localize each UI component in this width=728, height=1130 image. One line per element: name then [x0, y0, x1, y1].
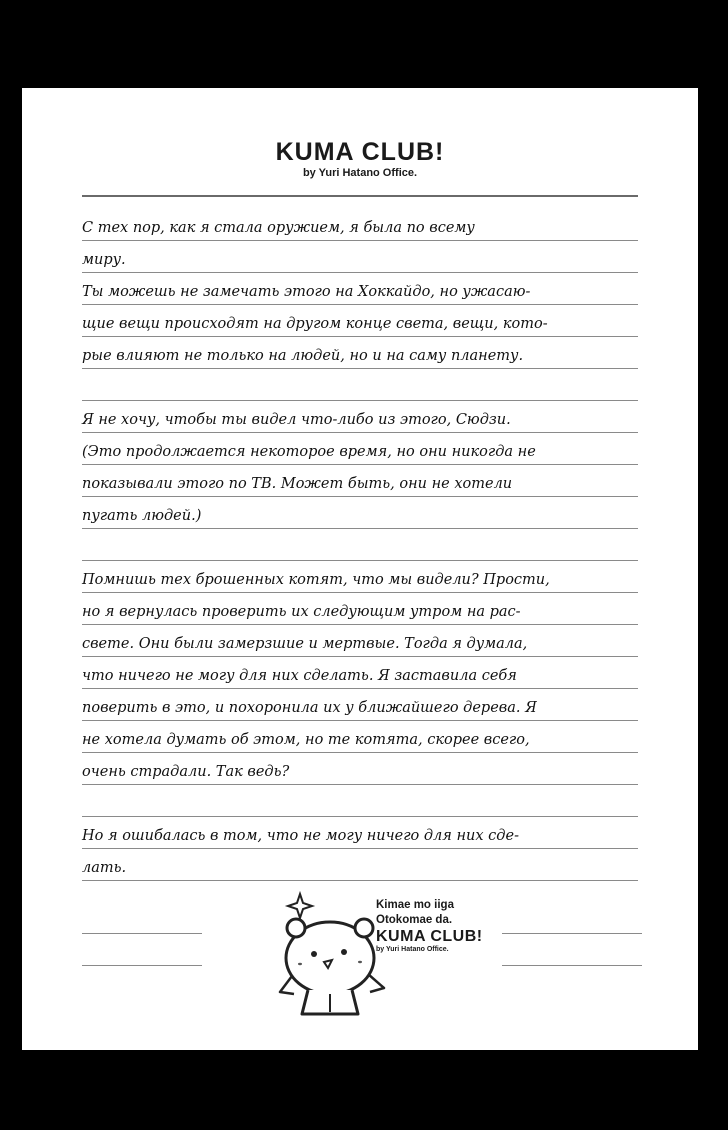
letter-line: показывали этого по ТВ. Может быть, они не хотели: [82, 476, 513, 492]
ruled-line: [82, 784, 638, 785]
letter-line: щие вещи происходят на другом конце света, вещи, кото-: [82, 316, 548, 332]
ruled-line: [82, 368, 638, 369]
letter-line: Помнишь тех брошенных котят, что мы видели? Прости,: [82, 572, 550, 588]
ruled-line: [82, 720, 638, 721]
short-rule-left: [82, 933, 202, 934]
ruled-line: [82, 336, 638, 337]
logo-title: KUMA CLUB!: [376, 928, 483, 945]
letter-line: пугать людей.): [82, 508, 202, 524]
letter-line: С тех пор, как я стала оружием, я была по всему: [82, 220, 475, 236]
ruled-line: [82, 752, 638, 753]
sparkle-icon: [288, 894, 312, 918]
header-rule: [82, 195, 638, 197]
page-header: [22, 138, 698, 180]
short-rule-right: [502, 933, 642, 934]
letter-line: (Это продолжается некоторое время, но они никогда не: [82, 444, 536, 460]
letter-line: что ничего не могу для них сделать. Я заставила себя: [82, 668, 517, 684]
ruled-line: [82, 496, 638, 497]
letter-line: рые влияют не только на людей, но и на саму планету.: [82, 348, 524, 364]
letter-line: очень страдали. Так ведь?: [82, 764, 290, 780]
logo-tagline-1: Kimae mo iiga: [376, 899, 454, 911]
bear-mascot-icon: [274, 888, 386, 1024]
ruled-line: [82, 272, 638, 273]
letter-page: [22, 88, 698, 1050]
brand-byline: by Yuri Hatano Office.: [302, 167, 418, 179]
ruled-line: [82, 848, 638, 849]
ruled-line: [82, 400, 638, 401]
ruled-line: [82, 432, 638, 433]
logo-tagline-2: Otokomae da.: [376, 914, 453, 926]
ruled-line: [82, 528, 638, 529]
short-rule-left: [82, 965, 202, 966]
ruled-line: [82, 240, 638, 241]
letter-line: Я не хочу, чтобы ты видел что-либо из этого, Сюдзи.: [82, 412, 511, 428]
letter-line: но я вернулась проверить их следующим утром на рас-: [82, 604, 521, 620]
letter-line: поверить в это, и похоронила их у ближайшего дерева. Я: [82, 700, 537, 716]
ruled-line: [82, 592, 638, 593]
footer-logo: [376, 898, 483, 954]
letter-line: Но я ошибалась в том, что не могу ничего для них сде-: [82, 828, 519, 844]
logo-byline: by Yuri Hatano Office.: [376, 946, 449, 953]
ruled-line: [82, 560, 638, 561]
letter-line: не хотела думать об этом, но те котята, скорее всего,: [82, 732, 530, 748]
ruled-line: [82, 880, 638, 881]
ruled-line: [82, 304, 638, 305]
letter-line: свете. Они были замерзшие и мертвые. Тогда я думала,: [82, 636, 528, 652]
ruled-line: [82, 624, 638, 625]
letter-line: миру.: [82, 252, 126, 268]
ruled-line: [82, 816, 638, 817]
ruled-line: [82, 464, 638, 465]
brand-title: KUMA CLUB!: [275, 138, 445, 166]
ruled-line: [82, 688, 638, 689]
short-rule-right: [502, 965, 642, 966]
ruled-line: [82, 656, 638, 657]
letter-line: Ты можешь не замечать этого на Хоккайдо, но ужасаю-: [82, 284, 531, 300]
letter-line: лать.: [82, 860, 127, 876]
